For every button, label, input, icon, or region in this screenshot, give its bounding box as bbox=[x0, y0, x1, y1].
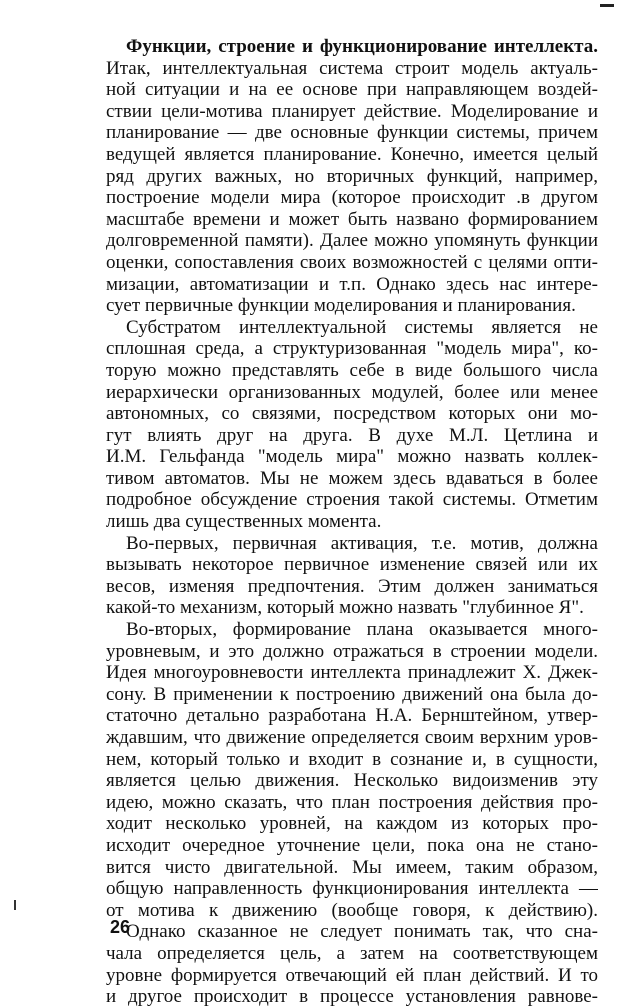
corner-mark bbox=[600, 4, 614, 7]
text-line: идею, можно сказать, что план построения действия про- bbox=[106, 791, 598, 813]
text-line: нем, который только и входит в сознание и, в сущности, bbox=[106, 748, 598, 770]
text-line: построение модели мира (которое происходит .в другом bbox=[106, 187, 598, 209]
text-line: подробное обсуждение строения такой системы. Отметим bbox=[106, 489, 598, 511]
text-line: Идея многоуровневости интеллекта принадлежит Х. Джек- bbox=[106, 662, 598, 684]
heading-line bbox=[106, 36, 598, 58]
text-line: мизации, автоматизации и т.п. Однако здесь нас интере- bbox=[106, 273, 598, 295]
text-line: статочно детально разработана Н.А. Бернштейном, утвер- bbox=[106, 705, 598, 727]
text-line: является целью движения. Несколько видоизменив эту bbox=[106, 770, 598, 792]
text-line: сплошная среда, а структуризованная "модель мира", ко- bbox=[106, 338, 598, 360]
text-line: автономных, со связями, посредством которых они мо- bbox=[106, 403, 598, 425]
text-line: Во-вторых, формирование плана оказывается много- bbox=[126, 619, 598, 641]
text-line: иерархически организованных модулей, более или менее bbox=[106, 381, 598, 403]
text-line: весов, изменяя предпочтения. Этим должен заниматься bbox=[106, 575, 598, 597]
text-line: Субстратом интеллектуальной системы является не bbox=[126, 316, 598, 338]
text-line: И.М. Гельфанда "модель мира" можно назвать коллек- bbox=[106, 446, 598, 468]
text-line: оценки, сопоставления своих возможностей с целями опти- bbox=[106, 251, 598, 273]
text-line: долговременной памяти). Далее можно упомянуть функции bbox=[106, 230, 598, 252]
text-line: гут влиять друг на друга. В духе М.Л. Цетлина и bbox=[106, 424, 598, 446]
text-line: планирование — две основные функции системы, причем bbox=[106, 122, 598, 144]
text-line: чала определяется цель, а затем на соответствующем bbox=[106, 942, 598, 964]
text-line: Однако сказанное не следует понимать так, что сна- bbox=[126, 921, 598, 943]
text-line: торую можно представлять себе в виде большого числа bbox=[106, 359, 598, 381]
text-body bbox=[106, 36, 598, 1008]
text-line: уровневым, и это должно отражаться в строении модели. bbox=[106, 640, 598, 662]
text-line: тивом автоматов. Мы не можем здесь вдаваться в более bbox=[106, 467, 598, 489]
text-line: ряд других важных, но вторичных функций, например, bbox=[106, 165, 598, 187]
text-line: общую направленность функционирования интеллекта — bbox=[106, 878, 598, 900]
text-line: вится чисто двигательной. Мы имеем, таким образом, bbox=[106, 856, 598, 878]
text-line: от мотива к движению (вообще говоря, к действию). bbox=[106, 899, 598, 921]
text-line: ной ситуации и на ее основе при направляющем воздей- bbox=[106, 79, 598, 101]
text-line: масштабе времени и может быть названо формированием bbox=[106, 208, 598, 230]
text-line: Итак, интеллектуальная система строит модель актуаль- bbox=[106, 57, 598, 79]
text-line: исходит очередное уточнение цели, пока она не стано- bbox=[106, 834, 598, 856]
text-line: ствии цели-мотива планирует действие. Моделирование и bbox=[106, 100, 598, 122]
text-line: Во-первых, первичная активация, т.е. мотив, должна bbox=[126, 532, 598, 554]
text-line: какой-то механизм, который можно назвать "глубинное Я". bbox=[106, 597, 584, 619]
text-line: сует первичные функции моделирования и планирования. bbox=[106, 295, 576, 317]
scan-artifact bbox=[14, 900, 16, 910]
text-line: сону. В применении к построению движений она была до- bbox=[106, 683, 598, 705]
page-number: 26 bbox=[110, 917, 131, 937]
text-line: ходит несколько уровней, на каждом из которых про- bbox=[106, 813, 598, 835]
section-heading: Функции, строение и функционирование интеллекта. bbox=[126, 36, 598, 57]
text-line: вызывать некоторое первичное изменение связей или их bbox=[106, 554, 598, 576]
text-line: лишь два существенных момента. bbox=[106, 511, 382, 533]
text-line: уровне формируется отвечающий ей план действий. И то bbox=[106, 964, 598, 986]
text-line: и другое происходит в процессе установления равнове- bbox=[106, 986, 598, 1008]
text-line: ведущей является планирование. Конечно, имеется целый bbox=[106, 143, 598, 165]
text-line: ждавшим, что движение определяется своим верхним уров- bbox=[106, 727, 598, 748]
